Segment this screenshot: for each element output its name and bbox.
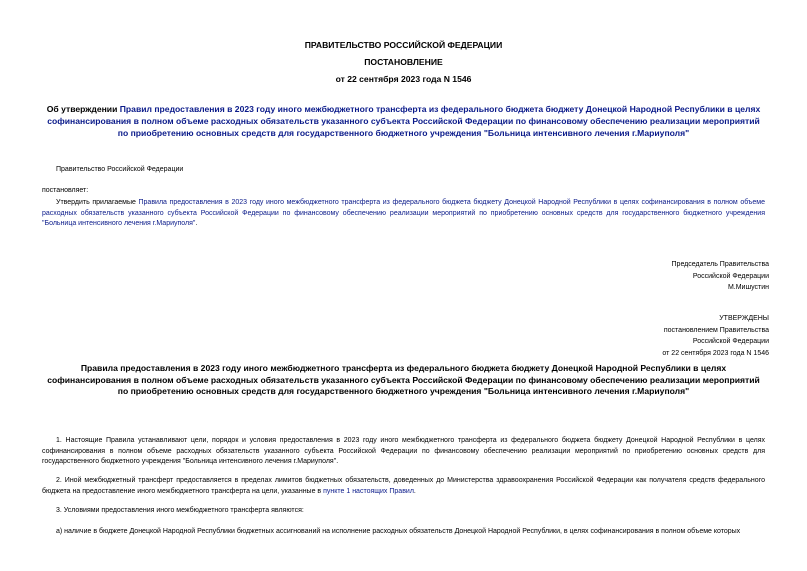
approve-prefix: Утвердить прилагаемые (56, 199, 139, 206)
document-title-prefix: Об утверждении (46, 104, 120, 114)
document-title-link[interactable]: Правил предоставления в 2023 году иного межбюджетного трансферта из федерального бюджета бюджету Донецкой Народной Республики в целях софинансирования в полном объеме расходных обязательств указанного субъекта Российской Федерации по финансовому обеспечению реализации мероприятий по приобретению основных средств для государственного бюджетного учреждения "Больница интенсивного лечения г.Мариуполя" (47, 104, 761, 138)
postanovlyaet-label: постановляет: (42, 187, 89, 194)
rules-paragraph-2 (42, 476, 765, 497)
signature-position: Председатель Правительства (671, 261, 769, 268)
rules-paragraph-3: 3. Условиями предоставления иного межбюджетного трансферта являются: (56, 507, 304, 514)
approve-paragraph (42, 198, 765, 230)
rules-title: Правила предоставления в 2023 году иного межбюджетного трансферта из федерального бюджета бюджету Донецкой Народной Республики в целях софинансирования в полном объеме расходных обязательств указанного субъекта Российской Федерации по финансовому обеспечению реализации мероприятий по приобретению основных средств для государственного бюджетного учреждения "Больница интенсивного лечения г.Мариуполя" (47, 363, 760, 396)
rules-point-1-link[interactable]: пункте 1 настоящих Правил (323, 487, 414, 495)
document-kind-heading: ПОСТАНОВЛЕНИЕ (364, 57, 443, 67)
approved-date: от 22 сентября 2023 года N 1546 (662, 349, 769, 357)
rules-paragraph-2-prefix: 2. Иной межбюджетный трансферт предоставляется в пределах лимитов бюджетных обязательств, доведенных до Министерства здравоохранения Российской Федерации как получателя средств федерального бюджета на предоставление иного межбюджетного трансферта на цели, указанные в (42, 477, 765, 495)
rules-paragraph-1: 1. Настоящие Правила устанавливают цели, порядок и условия предоставления в 2023 году иного межбюджетного трансферта из федерального бюджета бюджету Донецкой Народной Республики в целях софинансирования в полном объеме расходных обязательств указанного субъекта Российской Федерации по финансовому обеспечению реализации мероприятий по приобретению основных средств для государственного бюджетного учреждения "Больница интенсивного лечения г.Мариуполя". (42, 437, 765, 465)
rules-paragraph-2-suffix: . (413, 487, 416, 495)
approved-country: Российской Федерации (692, 338, 769, 345)
government-name: Правительство Российской Федерации (56, 166, 184, 173)
signature-name: М.Мишустин (727, 284, 769, 291)
approved-by: постановлением Правительства (663, 326, 769, 334)
rules-paragraph-3a: а) наличие в бюджете Донецкой Народной Республики бюджетных ассигнований на исполнение расходных обязательств Донецкой Народной Республики, в целях софинансирования в полном объеме которых (56, 528, 741, 535)
approved-label: УТВЕРЖДЕНЫ (719, 315, 769, 322)
approve-suffix: . (195, 220, 198, 227)
document-title (42, 103, 765, 139)
signature-country: Российской Федерации (692, 272, 769, 280)
approve-rules-link[interactable]: Правила предоставления в 2023 году иного межбюджетного трансферта из федерального бюджета бюджету Донецкой Народной Республики в целях софинансирования в полном объеме расходных обязательств указанного субъекта Российской Федерации по финансовому обеспечению реализации мероприятий по приобретению основных средств для государственного бюджетного учреждения "Больница интенсивного лечения г.Мариуполя" (42, 199, 765, 227)
approved-block (662, 313, 769, 359)
document-date-number: от 22 сентября 2023 года N 1546 (335, 74, 472, 84)
signature-block (672, 259, 769, 294)
government-heading: ПРАВИТЕЛЬСТВО РОССИЙСКОЙ ФЕДЕРАЦИИ (304, 40, 503, 50)
